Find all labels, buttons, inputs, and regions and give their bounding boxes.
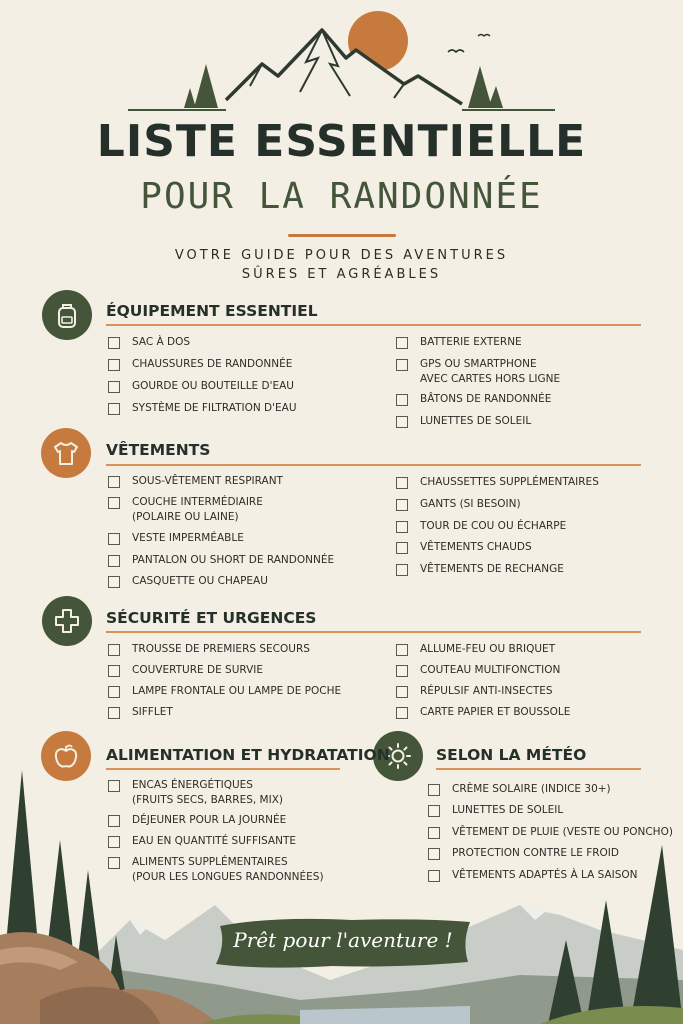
checkbox[interactable] bbox=[396, 707, 408, 719]
checkbox[interactable] bbox=[108, 665, 120, 677]
tagline-line-2: SÛRES ET AGRÉABLES bbox=[241, 267, 442, 282]
checkbox[interactable] bbox=[396, 665, 408, 677]
checkbox[interactable] bbox=[108, 707, 120, 719]
checkbox[interactable] bbox=[108, 403, 120, 415]
section-title-meteo: SELON LA MÉTÉO bbox=[436, 746, 587, 764]
footer-landscape-illustration bbox=[0, 760, 683, 1024]
header-mountain-illustration bbox=[0, 0, 683, 120]
checkbox[interactable] bbox=[108, 533, 120, 545]
title-divider bbox=[288, 234, 396, 237]
checkbox[interactable] bbox=[396, 359, 408, 371]
tshirt-icon bbox=[41, 428, 91, 478]
section-title-equipement: ÉQUIPEMENT ESSENTIEL bbox=[106, 302, 318, 320]
section-rule bbox=[106, 631, 641, 633]
checkbox[interactable] bbox=[108, 644, 120, 656]
section-rule bbox=[106, 324, 641, 326]
tagline-line-1: VOTRE GUIDE POUR DES AVENTURES bbox=[174, 248, 509, 263]
checkbox[interactable] bbox=[108, 497, 120, 509]
checkbox[interactable] bbox=[396, 477, 408, 489]
checkbox[interactable] bbox=[108, 576, 120, 588]
checkbox[interactable] bbox=[108, 381, 120, 393]
page-title: LISTE ESSENTIELLE bbox=[96, 116, 587, 167]
backpack-icon bbox=[42, 290, 92, 340]
checkbox[interactable] bbox=[108, 686, 120, 698]
checkbox[interactable] bbox=[396, 416, 408, 428]
checkbox[interactable] bbox=[396, 521, 408, 533]
checkbox[interactable] bbox=[396, 337, 408, 349]
adventure-badge-text: Prêt pour l'aventure ! bbox=[233, 928, 453, 952]
section-title-securite: SÉCURITÉ ET URGENCES bbox=[106, 609, 317, 627]
checkbox[interactable] bbox=[108, 337, 120, 349]
checkbox[interactable] bbox=[108, 555, 120, 567]
checkbox[interactable] bbox=[396, 686, 408, 698]
tagline bbox=[0, 246, 683, 284]
checkbox[interactable] bbox=[396, 394, 408, 406]
checkbox[interactable] bbox=[396, 564, 408, 576]
section-title-alimentation: ALIMENTATION ET HYDRATATION bbox=[106, 746, 390, 764]
section-rule bbox=[106, 464, 641, 466]
page-subtitle: POUR LA RANDONNÉE bbox=[140, 176, 543, 217]
checkbox[interactable] bbox=[396, 499, 408, 511]
first-aid-cross-icon bbox=[42, 596, 92, 646]
checkbox[interactable] bbox=[108, 476, 120, 488]
checkbox[interactable] bbox=[396, 542, 408, 554]
checkbox[interactable] bbox=[396, 644, 408, 656]
section-title-vetements: VÊTEMENTS bbox=[106, 441, 211, 459]
checkbox[interactable] bbox=[108, 359, 120, 371]
